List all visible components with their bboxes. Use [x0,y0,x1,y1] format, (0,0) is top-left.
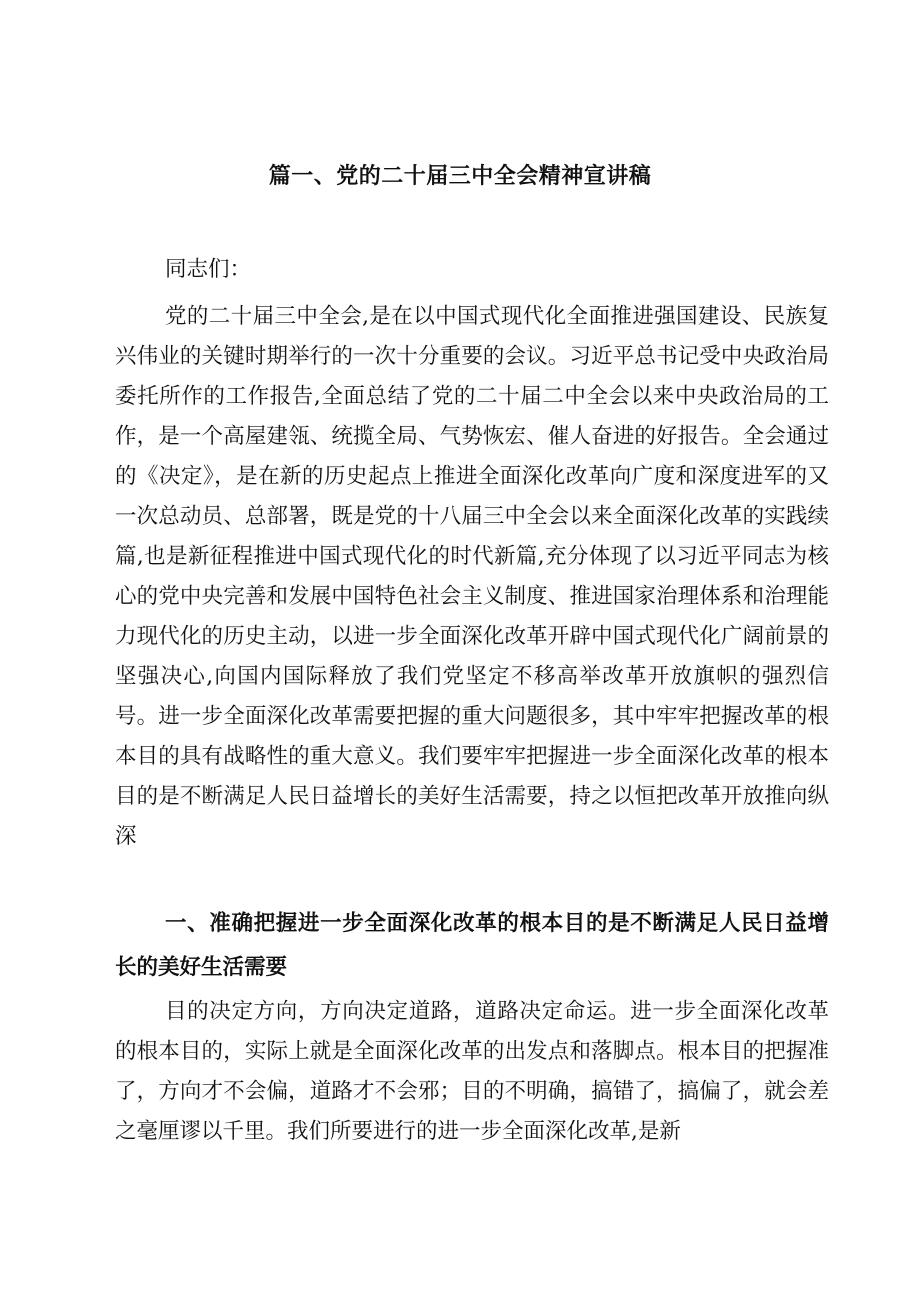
section-heading-1: 一、准确把握进一步全面深化改革的根本目的是不断满足人民日益增长的美好生活需要 [115,911,829,980]
body-paragraph-2: 目的决定方向，方向决定道路，道路决定命运。进一步全面深化改革的根本目的，实际上就是全面深化改革的出发点和落脚点。根本目的把握准了，方向才不会偏，道路才不会邪；目的不明确，搞错了，搞偏了，就会差之毫厘谬以千里。我们所要进行的进一步全面深化改革,是新 [115,999,829,1144]
body-paragraph-1: 党的二十届三中全会,是在以中国式现代化全面推进强国建设、民族复兴伟业的关键时期举行的一次十分重要的会议。习近平总书记受中央政治局委托所作的工作报告,全面总结了党的二十届二中全会以来中央政治局的工作，是一个高屋建瓴、统揽全局、气势恢宏、催人奋进的好报告。全会通过的《决定》，是在新的历史起点上推进全面深化改革向广度和深度进军的又一次总动员、总部署，既是党的十八届三中全会以来全面深化改革的实践续篇,也是新征程推进中国式现代化的时代新篇,充分体现了以习近平同志为核心的党中央完善和发展中国特色社会主义制度、推进国家治理体系和治理能力现代化的历史主动，以进一步全面深化改革开辟中国式现代化广阔前景的坚强决心,向国内国际释放了我们党坚定不移高举改革开放旗帜的强烈信号。进一步全面深化改革需要把握的重大问题很多，其中牢牢把握改革的根本目的具有战略性的重大意义。我们要牢牢把握进一步全面深化改革的根本目的是不断满足人民日益增长的美好生活需要，持之以恒把改革开放推向纵深 [115,304,829,849]
document-title: 篇一、党的二十届三中全会精神宣讲稿 [268,163,652,189]
salutation: 同志们： [165,257,252,282]
